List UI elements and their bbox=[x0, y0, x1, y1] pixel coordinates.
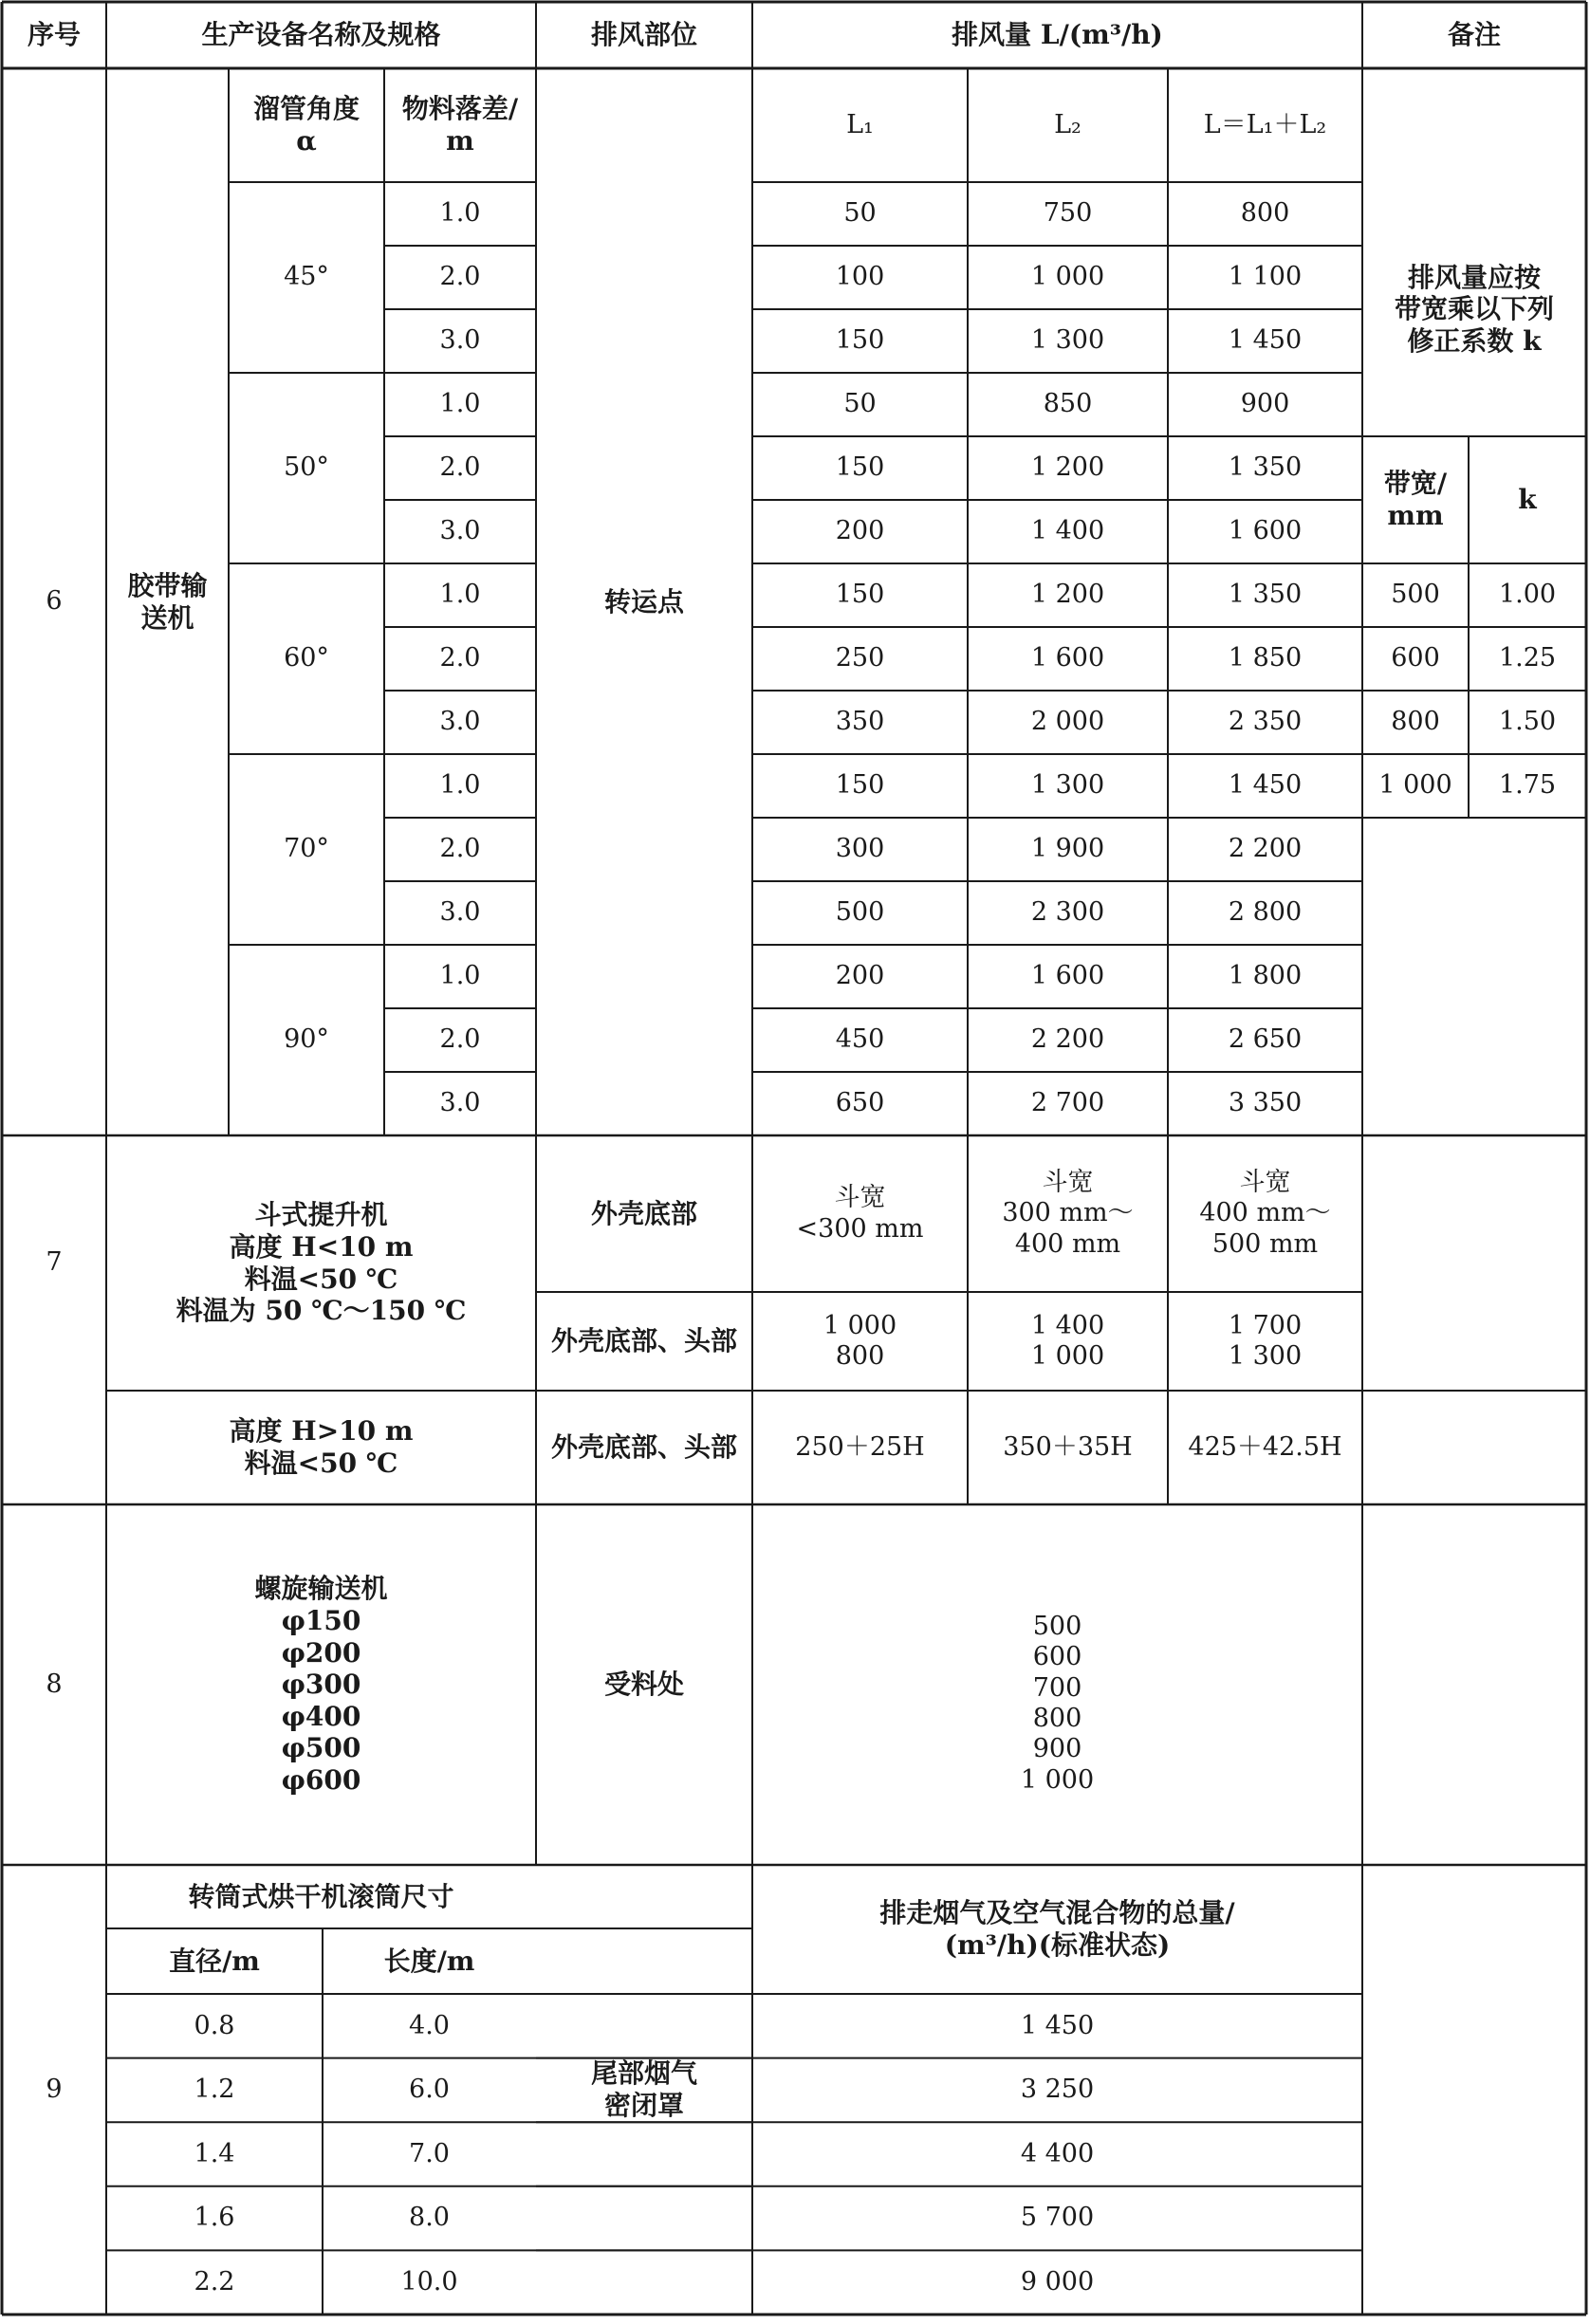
text-line: 1 000 bbox=[823, 1310, 897, 1340]
text-line: 斗宽 bbox=[1239, 1167, 1291, 1197]
text-line: 高度 H>10 m bbox=[229, 1415, 414, 1448]
l2-cell: 2 700 bbox=[1030, 1088, 1105, 1118]
angle-cell: 50° bbox=[284, 452, 329, 483]
drop-cell: 1.0 bbox=[439, 389, 481, 419]
row7-sub-pos: 外壳底部、头部 bbox=[550, 1431, 737, 1464]
text-line: 料温<50 ℃ bbox=[244, 1263, 398, 1295]
angle-cell: 60° bbox=[284, 643, 329, 673]
length-cell: 6.0 bbox=[409, 2075, 450, 2105]
l1-cell: 250 bbox=[835, 643, 885, 673]
text-line: 500 bbox=[1032, 1611, 1082, 1641]
row7-sub-value: 350＋35H bbox=[1003, 1431, 1133, 1462]
drop-cell: 2.0 bbox=[439, 452, 481, 483]
text-line: φ500 bbox=[281, 1732, 361, 1764]
l2-cell: 1 200 bbox=[1030, 452, 1105, 483]
length-cell: 8.0 bbox=[409, 2203, 450, 2233]
l1-cell: 350 bbox=[835, 707, 885, 737]
text-line: 900 bbox=[1032, 1734, 1082, 1764]
row7-values bbox=[968, 1292, 1168, 1391]
row7-sub-value: 425＋42.5H bbox=[1188, 1431, 1342, 1462]
row9-title: 转筒式烘干机滚筒尺寸 bbox=[188, 1880, 454, 1912]
text-line: 500 mm bbox=[1211, 1228, 1319, 1259]
row6-equipment-lines bbox=[127, 570, 207, 634]
row7-no: 7 bbox=[46, 1247, 63, 1278]
text-line: 斗宽 bbox=[834, 1183, 886, 1213]
text-line: 螺旋输送机 bbox=[254, 1573, 388, 1605]
header-equipment: 生产设备名称及规格 bbox=[201, 19, 441, 51]
row6-position: 转运点 bbox=[603, 585, 684, 618]
drop-cell: 3.0 bbox=[439, 1088, 481, 1118]
k-header-width-lines bbox=[1384, 468, 1447, 531]
row8-equipment bbox=[106, 1504, 536, 1865]
text-line: φ400 bbox=[281, 1700, 361, 1732]
row8-position: 受料处 bbox=[603, 1669, 684, 1701]
l2-cell: 1 300 bbox=[1030, 770, 1105, 801]
l1-cell: 450 bbox=[835, 1024, 885, 1055]
text-line: φ600 bbox=[281, 1763, 361, 1796]
text-line: α bbox=[296, 125, 317, 157]
row7-width1-lines bbox=[797, 1183, 924, 1245]
l1-cell: 200 bbox=[835, 961, 885, 991]
drop-cell: 3.0 bbox=[439, 516, 481, 546]
lsum-cell: 2 650 bbox=[1228, 1024, 1303, 1055]
k-value-cell: 1.75 bbox=[1498, 770, 1557, 801]
header-airflow: 排风量 L/(m³/h) bbox=[952, 19, 1163, 51]
lsum-cell: 1 800 bbox=[1228, 961, 1303, 991]
text-line: (m³/h)(标准状态) bbox=[944, 1929, 1171, 1961]
row8-values-lines bbox=[1021, 1612, 1094, 1796]
k-header-width bbox=[1362, 436, 1469, 563]
text-line: 带宽乘以下列 bbox=[1394, 293, 1554, 325]
l1-cell: 150 bbox=[835, 325, 885, 356]
k-header-k: k bbox=[1518, 484, 1537, 516]
text-line: 400 mm～ bbox=[1199, 1198, 1331, 1228]
row7-sub-value: 250＋25H bbox=[795, 1431, 925, 1462]
l2-cell: 1 400 bbox=[1030, 516, 1105, 546]
row7-equipment bbox=[106, 1135, 536, 1391]
k-width-cell: 1 000 bbox=[1378, 770, 1452, 801]
text-line: φ300 bbox=[281, 1669, 361, 1701]
l2-cell: 2 000 bbox=[1030, 707, 1105, 737]
text-line: <300 mm bbox=[796, 1213, 924, 1244]
drop-cell: 3.0 bbox=[439, 707, 481, 737]
text-line: 料温为 50 ℃～150 ℃ bbox=[176, 1295, 467, 1327]
text-line: 胶带输 bbox=[127, 569, 208, 601]
lsum-cell: 2 350 bbox=[1228, 707, 1303, 737]
text-line: 400 mm bbox=[1014, 1228, 1121, 1259]
length-cell: 7.0 bbox=[409, 2138, 450, 2168]
l2-cell: 1 600 bbox=[1030, 961, 1105, 991]
row7-width3 bbox=[1168, 1135, 1362, 1292]
l2-cell: 2 200 bbox=[1030, 1024, 1105, 1055]
row9-no: 9 bbox=[46, 2074, 63, 2104]
diameter-cell: 0.8 bbox=[194, 2010, 235, 2040]
row6-col-l2: L₂ bbox=[1054, 109, 1082, 139]
header-no: 序号 bbox=[27, 19, 81, 51]
text-line: 1 000 bbox=[1020, 1764, 1095, 1795]
text-line: 高度 H<10 m bbox=[229, 1230, 414, 1263]
airflow-cell: 5 700 bbox=[1020, 2203, 1095, 2233]
text-line: φ150 bbox=[281, 1605, 361, 1637]
l1-cell: 150 bbox=[835, 452, 885, 483]
lsum-cell: 1 100 bbox=[1228, 262, 1303, 292]
row7-pos2: 外壳底部、头部 bbox=[550, 1325, 737, 1357]
lsum-cell: 1 850 bbox=[1228, 643, 1303, 673]
row7-values-lines bbox=[823, 1311, 897, 1373]
text-line: 600 bbox=[1032, 1642, 1082, 1672]
row9-position bbox=[536, 1865, 752, 2315]
drop-cell: 1.0 bbox=[439, 770, 481, 801]
row7-width2 bbox=[968, 1135, 1168, 1292]
row7-values bbox=[752, 1292, 968, 1391]
text-line: 送机 bbox=[140, 601, 194, 634]
text-line: 1 700 bbox=[1228, 1310, 1303, 1340]
row9-airflow-title-lines bbox=[879, 1897, 1234, 1961]
text-line: 密闭罩 bbox=[603, 2090, 684, 2121]
text-line: 排风量应按 bbox=[1407, 261, 1541, 293]
drop-cell: 2.0 bbox=[439, 643, 481, 673]
l2-cell: 1 600 bbox=[1030, 643, 1105, 673]
drop-cell: 3.0 bbox=[439, 897, 481, 928]
drop-cell: 1.0 bbox=[439, 580, 481, 610]
diameter-cell: 1.4 bbox=[194, 2138, 235, 2168]
lsum-cell: 1 450 bbox=[1228, 770, 1303, 801]
text-line: 料温<50 ℃ bbox=[244, 1448, 398, 1479]
text-line: 排走烟气及空气混合物的总量/ bbox=[879, 1897, 1235, 1929]
angle-cell: 70° bbox=[284, 834, 329, 864]
k-width-cell: 800 bbox=[1391, 707, 1440, 737]
row7-values-lines bbox=[1229, 1311, 1302, 1373]
text-line: mm bbox=[1387, 500, 1444, 531]
l2-cell: 1 900 bbox=[1030, 834, 1105, 864]
diameter-cell: 1.2 bbox=[194, 2075, 235, 2105]
row6-equipment bbox=[106, 68, 229, 1135]
k-width-cell: 500 bbox=[1391, 580, 1440, 610]
l2-cell: 1 000 bbox=[1030, 262, 1105, 292]
lsum-cell: 800 bbox=[1240, 198, 1290, 229]
l2-cell: 2 300 bbox=[1030, 897, 1105, 928]
row8-no: 8 bbox=[46, 1669, 63, 1699]
lsum-cell: 900 bbox=[1240, 389, 1290, 419]
airflow-cell: 9 000 bbox=[1020, 2266, 1095, 2296]
row7-pos1: 外壳底部 bbox=[590, 1197, 697, 1229]
k-value-cell: 1.00 bbox=[1498, 580, 1557, 610]
row7-sub-equipment-lines bbox=[229, 1415, 413, 1479]
row7-width1 bbox=[752, 1135, 968, 1292]
l1-cell: 300 bbox=[835, 834, 885, 864]
text-line: 物料落差/ bbox=[401, 93, 519, 125]
row7-values bbox=[1168, 1292, 1362, 1391]
text-line: 斗式提升机 bbox=[254, 1199, 388, 1231]
row6-col-l1: L₁ bbox=[846, 109, 874, 139]
row9-airflow-title bbox=[752, 1865, 1362, 1994]
lsum-cell: 1 600 bbox=[1228, 516, 1303, 546]
l1-cell: 150 bbox=[835, 580, 885, 610]
l2-cell: 750 bbox=[1043, 198, 1093, 229]
drop-cell: 1.0 bbox=[439, 961, 481, 991]
l1-cell: 500 bbox=[835, 897, 885, 928]
l1-cell: 150 bbox=[835, 770, 885, 801]
l2-cell: 850 bbox=[1043, 389, 1093, 419]
l1-cell: 650 bbox=[835, 1088, 885, 1118]
header-remark: 备注 bbox=[1447, 19, 1501, 51]
k-value-cell: 1.25 bbox=[1498, 643, 1557, 673]
lsum-cell: 2 800 bbox=[1228, 897, 1303, 928]
l1-cell: 50 bbox=[843, 198, 877, 229]
drop-cell: 1.0 bbox=[439, 198, 481, 229]
row6-no: 6 bbox=[46, 586, 63, 617]
lsum-cell: 2 200 bbox=[1228, 834, 1303, 864]
text-line: 1 400 bbox=[1030, 1310, 1105, 1340]
text-line: 斗宽 bbox=[1042, 1167, 1094, 1197]
text-line: 800 bbox=[1032, 1704, 1082, 1733]
drop-cell: 2.0 bbox=[439, 262, 481, 292]
row7-equipment-lines bbox=[176, 1199, 467, 1326]
text-line: 溜管角度 bbox=[252, 93, 360, 125]
text-line: 1 000 bbox=[1030, 1341, 1105, 1371]
row6-remark bbox=[1362, 182, 1586, 436]
airflow-cell: 3 250 bbox=[1020, 2075, 1095, 2105]
l1-cell: 50 bbox=[843, 389, 877, 419]
angle-cell: 45° bbox=[284, 262, 329, 292]
airflow-cell: 1 450 bbox=[1020, 2010, 1095, 2040]
text-line: 尾部烟气 bbox=[590, 2057, 697, 2090]
lsum-cell: 1 450 bbox=[1228, 325, 1303, 356]
row6-col-drop bbox=[384, 68, 536, 182]
drop-cell: 3.0 bbox=[439, 325, 481, 356]
lsum-cell: 1 350 bbox=[1228, 580, 1303, 610]
l1-cell: 100 bbox=[835, 262, 885, 292]
row9-position-lines bbox=[591, 2057, 697, 2121]
angle-cell: 90° bbox=[284, 1024, 329, 1055]
row8-equipment-lines bbox=[254, 1573, 387, 1796]
k-width-cell: 600 bbox=[1391, 643, 1440, 673]
text-line: 700 bbox=[1032, 1672, 1082, 1703]
row9-col-length: 长度/m bbox=[383, 1945, 475, 1977]
row7-width3-lines bbox=[1199, 1168, 1330, 1260]
row6-col-angle bbox=[229, 68, 384, 182]
lsum-cell: 3 350 bbox=[1228, 1088, 1303, 1118]
row6-col-lsum: L＝L₁＋L₂ bbox=[1203, 109, 1327, 139]
header-position: 排风部位 bbox=[590, 19, 697, 51]
row7-width2-lines bbox=[1002, 1168, 1133, 1260]
row6-col-angle-lines bbox=[253, 93, 360, 157]
row6-remark-lines bbox=[1395, 262, 1554, 358]
row8-values bbox=[752, 1542, 1362, 1865]
text-line: m bbox=[446, 125, 474, 157]
diameter-cell: 1.6 bbox=[194, 2203, 235, 2233]
text-line: 带宽/ bbox=[1383, 468, 1448, 500]
drop-cell: 2.0 bbox=[439, 1024, 481, 1055]
diameter-cell: 2.2 bbox=[194, 2266, 235, 2296]
k-value-cell: 1.50 bbox=[1498, 707, 1557, 737]
text-line: 800 bbox=[835, 1341, 885, 1371]
l2-cell: 1 200 bbox=[1030, 580, 1105, 610]
lsum-cell: 1 350 bbox=[1228, 452, 1303, 483]
row6-col-drop-lines bbox=[402, 93, 518, 157]
text-line: 修正系数 k bbox=[1407, 324, 1542, 357]
airflow-cell: 4 400 bbox=[1020, 2138, 1095, 2168]
l2-cell: 1 300 bbox=[1030, 325, 1105, 356]
length-cell: 4.0 bbox=[409, 2010, 450, 2040]
l1-cell: 200 bbox=[835, 516, 885, 546]
row7-sub-equipment bbox=[106, 1391, 536, 1504]
length-cell: 10.0 bbox=[400, 2266, 458, 2296]
row9-col-diameter: 直径/m bbox=[169, 1945, 260, 1977]
text-line: φ200 bbox=[281, 1636, 361, 1669]
text-line: 1 300 bbox=[1228, 1341, 1303, 1371]
text-line: 300 mm～ bbox=[1002, 1198, 1134, 1228]
row7-values-lines bbox=[1031, 1311, 1104, 1373]
drop-cell: 2.0 bbox=[439, 834, 481, 864]
